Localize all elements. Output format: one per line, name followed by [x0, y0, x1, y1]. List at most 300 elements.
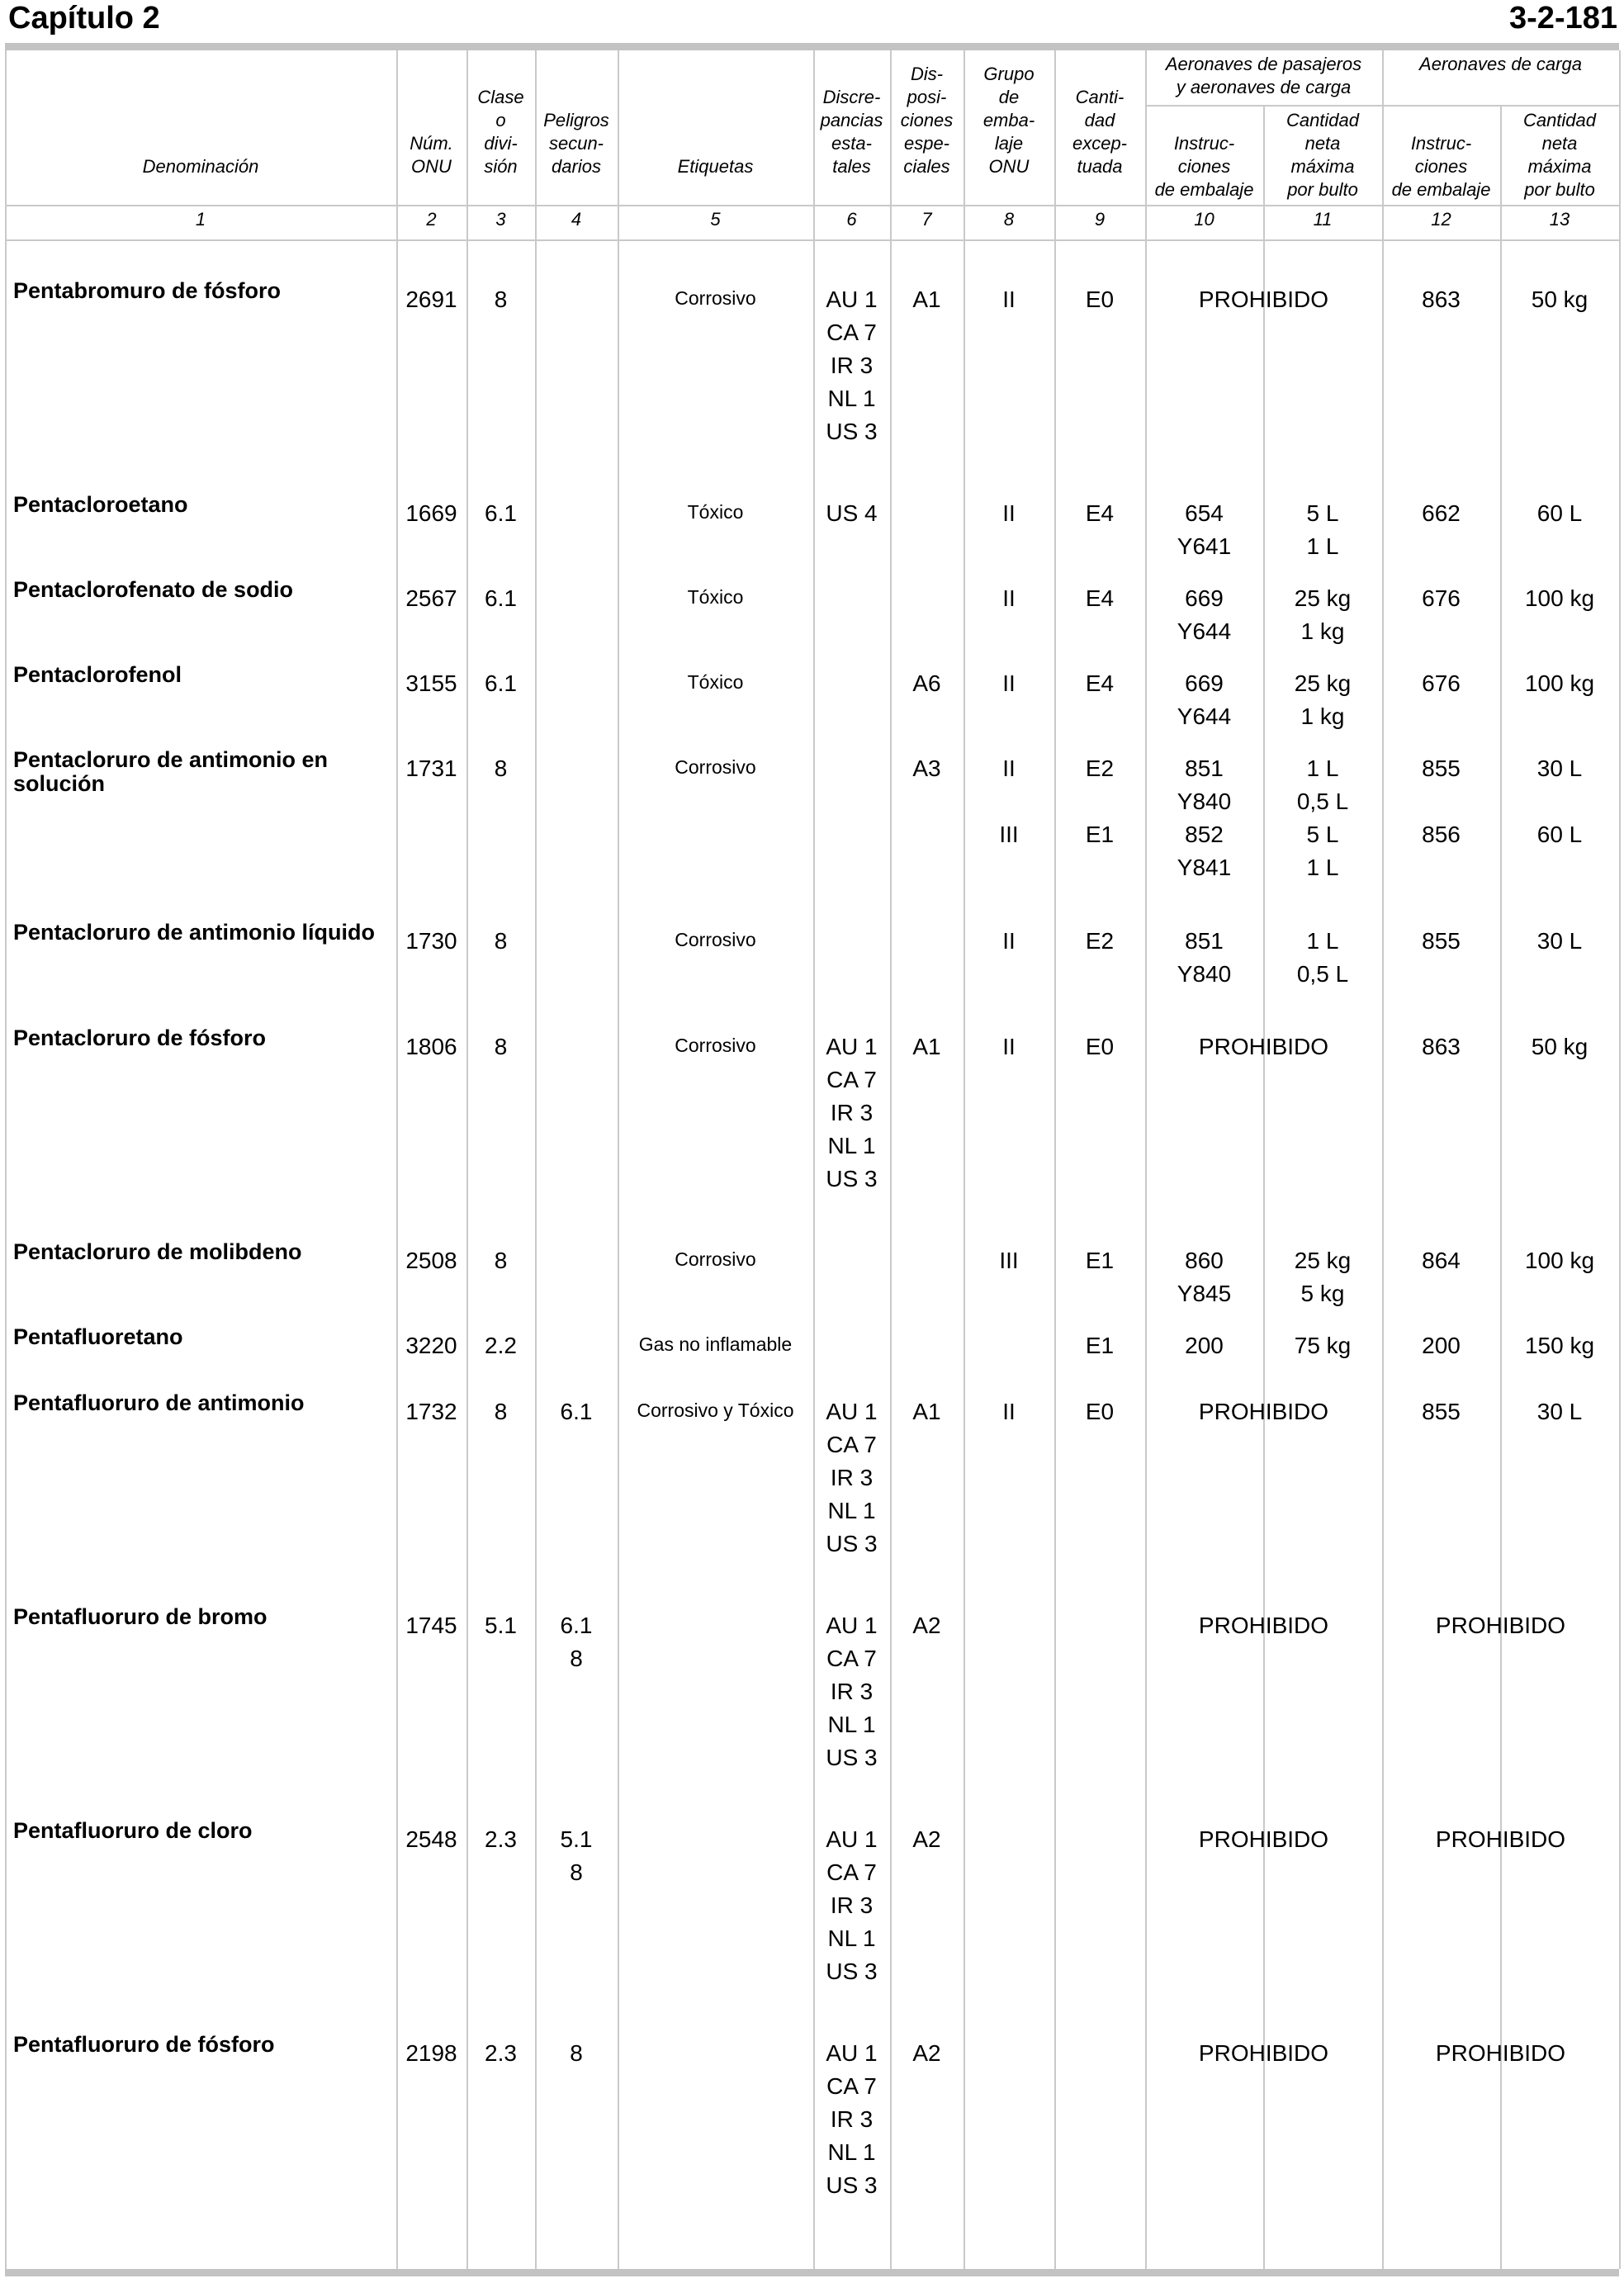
column-number: 8 — [1003, 209, 1015, 230]
packing-group-line: II — [1002, 670, 1016, 696]
header-cantidad-carga-line: máxima — [1527, 156, 1592, 177]
substance-name: Pentaclorofenato de sodio — [13, 577, 294, 602]
passenger-prohibited — [1145, 1395, 1382, 1428]
state-variations-line: IR 3 — [830, 1465, 874, 1490]
header-instrucciones-carga-line: ciones — [1414, 156, 1468, 177]
cargo-packing-instruction-line: 864 — [1422, 1248, 1461, 1273]
passenger-packing-instruction — [1145, 497, 1263, 563]
header-discrepancias-line: pancias — [820, 110, 883, 130]
hazard-label — [618, 1029, 813, 1062]
passenger-max-net-quantity-line: 0,5 L — [1296, 961, 1349, 987]
state-variations-line: CA 7 — [826, 1432, 877, 1457]
passenger-packing-instruction-line: 200 — [1185, 1333, 1224, 1358]
passenger-packing-instruction — [1145, 1244, 1263, 1310]
un-number-line: 2198 — [405, 2040, 457, 2066]
header-cantidad-pax-line: por bulto — [1287, 179, 1358, 200]
packing-group — [964, 582, 1054, 615]
column-divider — [1145, 50, 1147, 2269]
excepted-quantity-line: E1 — [1085, 1333, 1115, 1358]
passenger-packing-instruction-line: 851 — [1185, 755, 1224, 781]
header-instrucciones-pax — [1145, 132, 1263, 201]
secondary-hazard-line: 8 — [570, 1859, 583, 1885]
header-cantidad-exceptuada — [1054, 86, 1145, 178]
state-variations-line: US 4 — [826, 500, 878, 526]
state-variations-line: IR 3 — [830, 353, 874, 378]
cargo-packing-instruction-line: 855 — [1422, 928, 1461, 954]
excepted-quantity — [1054, 752, 1145, 851]
hazard-label-line: Gas no inflamable — [638, 1333, 793, 1355]
un-number — [396, 1823, 466, 1856]
state-variations-line: AU 1 — [826, 1613, 878, 1638]
passenger-max-net-quantity-line: 5 kg — [1300, 1281, 1345, 1306]
column-divider — [466, 50, 468, 2269]
header-peligros-secundarios-line: secun- — [548, 133, 604, 154]
cargo-packing-instruction — [1382, 1329, 1500, 1362]
column-divider — [964, 50, 965, 2269]
header-disposiciones-line: ciales — [903, 156, 950, 177]
cargo-packing-instruction — [1382, 925, 1500, 958]
cargo-packing-instruction-line: 855 — [1422, 755, 1461, 781]
hazard-label-line: Corrosivo — [675, 756, 756, 778]
packing-group — [964, 1395, 1054, 1428]
header-cantidad-exceptuada-line: Canti- — [1075, 87, 1124, 107]
passenger-packing-instruction-line: Y641 — [1177, 533, 1232, 559]
passenger-max-net-quantity — [1263, 752, 1382, 884]
packing-group — [964, 925, 1054, 958]
header-peligros-secundarios-line: darios — [552, 156, 601, 177]
un-number-line: 3155 — [405, 670, 457, 696]
header-etiquetas — [618, 155, 813, 178]
passenger-packing-instruction-line: Y840 — [1177, 961, 1232, 987]
hazard-label-line: Corrosivo — [675, 1035, 756, 1056]
header-disposiciones-line: ciones — [900, 110, 954, 130]
substance-name: Pentacloruro de antimonio líquido — [13, 920, 376, 945]
header-peligros-secundarios-line: Peligros — [543, 110, 609, 130]
hazard-label-line: Tóxico — [687, 501, 744, 523]
un-number — [396, 925, 466, 958]
cargo-max-net-quantity — [1500, 283, 1619, 316]
top-rule — [5, 43, 1619, 50]
packing-group-line — [964, 785, 1054, 818]
state-variations-line: CA 7 — [826, 1067, 877, 1092]
state-variations-line: AU 1 — [826, 1826, 878, 1852]
header-cantidad-carga — [1500, 109, 1619, 201]
un-number-line: 1806 — [405, 1034, 457, 1059]
cargo-max-net-quantity-line — [1500, 785, 1619, 818]
state-variations-line: US 3 — [826, 1166, 878, 1191]
state-variations-line: AU 1 — [826, 287, 878, 312]
column-divider — [535, 50, 537, 2269]
excepted-quantity — [1054, 1395, 1145, 1428]
secondary-hazard — [535, 2037, 618, 2070]
column-divider — [1500, 105, 1502, 2269]
header-peligros-secundarios — [535, 109, 618, 178]
passenger-packing-instruction-line: 852 — [1185, 822, 1224, 847]
header-cantidad-pax-line: máxima — [1290, 156, 1355, 177]
cargo-packing-instruction-line: 676 — [1422, 585, 1461, 611]
state-variations — [813, 1030, 890, 1196]
special-provisions-line: A2 — [912, 1826, 941, 1852]
un-number — [396, 582, 466, 615]
column-number: 9 — [1094, 209, 1106, 230]
cargo-max-net-quantity-line: 60 L — [1536, 500, 1583, 526]
passenger-packing-instruction — [1145, 752, 1263, 884]
cargo-packing-instruction — [1382, 752, 1500, 851]
hazard-label — [618, 923, 813, 956]
excepted-quantity — [1054, 667, 1145, 700]
un-number — [396, 752, 466, 785]
cargo-prohibited — [1382, 2037, 1619, 2070]
header-divider — [5, 205, 1619, 206]
cargo-prohibited — [1382, 1823, 1619, 1856]
header-cantidad-pax-line: neta — [1304, 133, 1341, 154]
column-divider — [1054, 50, 1056, 2269]
un-number — [396, 497, 466, 530]
passenger-packing-instruction — [1145, 1329, 1263, 1362]
column-number: 4 — [571, 209, 582, 230]
cargo-max-net-quantity-line: 30 L — [1536, 1399, 1583, 1424]
state-variations-line: IR 3 — [830, 1892, 874, 1918]
header-clase-line: divi- — [484, 133, 518, 154]
passenger-prohibited-line: PROHIBIDO — [1198, 1613, 1329, 1638]
hazard-label-line: Corrosivo y Tóxico — [637, 1400, 794, 1421]
state-variations — [813, 1609, 890, 1774]
secondary-hazard — [535, 1395, 618, 1428]
substance-name: Pentacloruro de fósforo — [13, 1025, 267, 1050]
packing-group-line: II — [1002, 500, 1016, 526]
cargo-max-net-quantity-line: 100 kg — [1524, 585, 1595, 611]
passenger-max-net-quantity — [1263, 667, 1382, 733]
un-number — [396, 283, 466, 316]
cargo-max-net-quantity-line: 60 L — [1536, 822, 1583, 847]
cargo-max-net-quantity — [1500, 1030, 1619, 1063]
passenger-packing-instruction-line: 669 — [1185, 585, 1224, 611]
column-number: 11 — [1313, 209, 1333, 230]
state-variations-line: US 3 — [826, 1531, 878, 1556]
header-instrucciones-pax-line: ciones — [1177, 156, 1231, 177]
state-variations-line: NL 1 — [827, 1712, 876, 1737]
class-division — [466, 1609, 535, 1642]
passenger-prohibited-line: PROHIBIDO — [1198, 1034, 1329, 1059]
header-instrucciones-carga-line: Instruc- — [1410, 133, 1472, 154]
header-discrepancias-line: Discre- — [822, 87, 881, 107]
excepted-quantity-line: E2 — [1085, 928, 1115, 954]
passenger-packing-instruction-line: Y644 — [1177, 618, 1232, 644]
hazard-label — [618, 1243, 813, 1276]
header-aeronaves-carga-line: Aeronaves de carga — [1419, 54, 1582, 74]
header-clase-line: o — [495, 110, 506, 130]
passenger-prohibited — [1145, 2037, 1382, 2070]
passenger-prohibited — [1145, 1823, 1382, 1856]
column-number: 1 — [195, 209, 206, 230]
passenger-max-net-quantity — [1263, 582, 1382, 648]
passenger-packing-instruction — [1145, 582, 1263, 648]
special-provisions-line: A2 — [912, 2040, 941, 2066]
class-division — [466, 1030, 535, 1063]
excepted-quantity-line: E0 — [1085, 287, 1115, 312]
cargo-packing-instruction-line: 200 — [1422, 1333, 1461, 1358]
passenger-packing-instruction-line: Y840 — [1177, 789, 1232, 814]
header-num-onu — [396, 132, 466, 178]
secondary-hazard — [535, 1609, 618, 1675]
un-number-line: 1732 — [405, 1399, 457, 1424]
header-grupo-embalaje-line: emba- — [982, 110, 1035, 130]
state-variations-line: NL 1 — [827, 386, 876, 411]
header-disposiciones-line: posi- — [907, 87, 947, 107]
column-number: 7 — [921, 209, 932, 230]
cargo-max-net-quantity — [1500, 1395, 1619, 1428]
header-cantidad-exceptuada-line: excep- — [1072, 133, 1128, 154]
column-divider — [1263, 105, 1265, 2269]
cargo-packing-instruction — [1382, 1395, 1500, 1428]
excepted-quantity — [1054, 1244, 1145, 1277]
passenger-max-net-quantity-line: 1 kg — [1300, 703, 1345, 729]
cargo-packing-instruction-line: 863 — [1422, 1034, 1461, 1059]
cargo-packing-instruction-line: 855 — [1422, 1399, 1461, 1424]
substance-name: Pentafluoretano — [13, 1324, 183, 1349]
secondary-hazard — [535, 1823, 618, 1889]
un-number-line: 1730 — [405, 928, 457, 954]
header-clase-line: Clase — [477, 87, 524, 107]
state-variations — [813, 1823, 890, 1988]
hazard-label-line: Tóxico — [687, 671, 744, 693]
cargo-packing-instruction-line: 856 — [1422, 822, 1461, 847]
passenger-max-net-quantity-line: 25 kg — [1294, 585, 1352, 611]
excepted-quantity — [1054, 925, 1145, 958]
hazard-label — [618, 751, 813, 784]
un-number-line: 1731 — [405, 755, 457, 781]
passenger-prohibited — [1145, 1609, 1382, 1642]
passenger-max-net-quantity-line: 25 kg — [1294, 1248, 1352, 1273]
state-variations — [813, 497, 890, 530]
header-cantidad-pax — [1263, 109, 1382, 201]
header-clase-line: sión — [484, 156, 518, 177]
header-disposiciones-line: Dis- — [910, 64, 944, 84]
cargo-prohibited — [1382, 1609, 1619, 1642]
class-division-line: 6.1 — [485, 670, 517, 696]
passenger-packing-instruction-line: 669 — [1185, 670, 1224, 696]
cargo-prohibited-line: PROHIBIDO — [1435, 1613, 1566, 1638]
special-provisions — [890, 1609, 964, 1642]
hazard-label-line: Tóxico — [687, 586, 744, 608]
passenger-prohibited-line: PROHIBIDO — [1198, 287, 1329, 312]
passenger-max-net-quantity-line: 0,5 L — [1296, 789, 1349, 814]
state-variations-line: CA 7 — [826, 320, 877, 345]
header-aeronaves-pasajeros-line: y aeronaves de carga — [1176, 77, 1352, 97]
class-division-line: 2.2 — [485, 1333, 517, 1358]
secondary-hazard-line: 8 — [570, 1646, 583, 1671]
state-variations-line: IR 3 — [830, 1100, 874, 1125]
cargo-packing-instruction-line: 662 — [1422, 500, 1461, 526]
column-divider — [618, 50, 619, 2269]
number-divider — [5, 239, 1619, 241]
passenger-prohibited — [1145, 1030, 1382, 1063]
class-division-line: 6.1 — [485, 500, 517, 526]
special-provisions — [890, 667, 964, 700]
class-division — [466, 1329, 535, 1362]
passenger-prohibited — [1145, 283, 1382, 316]
header-instrucciones-carga — [1382, 132, 1500, 201]
hazard-label — [618, 580, 813, 613]
excepted-quantity-line: E1 — [1085, 822, 1115, 847]
special-provisions-line: A1 — [912, 1034, 941, 1059]
passenger-max-net-quantity — [1263, 925, 1382, 991]
passenger-max-net-quantity-line: 25 kg — [1294, 670, 1352, 696]
excepted-quantity — [1054, 1030, 1145, 1063]
excepted-quantity — [1054, 582, 1145, 615]
cargo-max-net-quantity-line: 50 kg — [1531, 1034, 1588, 1059]
excepted-quantity-line: E1 — [1085, 1248, 1115, 1273]
column-number: 12 — [1431, 209, 1451, 230]
header-denominacion — [5, 155, 396, 178]
class-division-line: 8 — [494, 928, 508, 954]
packing-group-line: II — [1002, 585, 1016, 611]
state-variations-line: NL 1 — [827, 1925, 876, 1951]
cargo-max-net-quantity-line: 150 kg — [1524, 1333, 1595, 1358]
header-disposiciones — [890, 63, 964, 178]
cargo-packing-instruction-line: 676 — [1422, 670, 1461, 696]
class-division — [466, 1395, 535, 1428]
un-number-line: 1669 — [405, 500, 457, 526]
class-division-line: 8 — [494, 1248, 508, 1273]
passenger-packing-instruction — [1145, 925, 1263, 991]
state-variations-line: NL 1 — [827, 2139, 876, 2165]
packing-group-line: III — [999, 1248, 1019, 1273]
un-number — [396, 1030, 466, 1063]
packing-group-line: II — [1002, 1399, 1016, 1424]
passenger-prohibited-line: PROHIBIDO — [1198, 2040, 1329, 2066]
state-variations — [813, 1395, 890, 1561]
header-grupo-embalaje — [964, 63, 1054, 178]
chapter-title: Capítulo 2 — [8, 1, 160, 36]
state-variations-line: US 3 — [826, 1745, 878, 1770]
un-number — [396, 1329, 466, 1362]
header-aeronaves-pasajeros — [1145, 53, 1382, 99]
state-variations-line: IR 3 — [830, 2106, 874, 2132]
state-variations-line: US 3 — [826, 419, 878, 444]
class-division — [466, 1823, 535, 1856]
state-variations-line: US 3 — [826, 1959, 878, 1984]
un-number-line: 1745 — [405, 1613, 457, 1638]
passenger-max-net-quantity-line: 75 kg — [1294, 1333, 1352, 1358]
state-variations-line: CA 7 — [826, 1646, 877, 1671]
column-number: 2 — [426, 209, 437, 230]
class-division-line: 8 — [494, 1034, 508, 1059]
class-division-line: 2.3 — [485, 2040, 517, 2066]
special-provisions — [890, 1823, 964, 1856]
packing-group-line: III — [999, 822, 1019, 847]
header-instrucciones-pax-line: Instruc- — [1173, 133, 1235, 154]
state-variations-line: AU 1 — [826, 1034, 878, 1059]
cargo-prohibited-line: PROHIBIDO — [1435, 2040, 1566, 2066]
passenger-packing-instruction-line: 851 — [1185, 928, 1224, 954]
packing-group — [964, 497, 1054, 530]
passenger-max-net-quantity — [1263, 497, 1382, 563]
class-division — [466, 283, 535, 316]
cargo-max-net-quantity-line: 100 kg — [1524, 670, 1595, 696]
un-number — [396, 2037, 466, 2070]
special-provisions-line: A1 — [912, 1399, 941, 1424]
hazard-label-line: Corrosivo — [675, 1248, 756, 1270]
group-divider — [1145, 105, 1619, 107]
substance-name: Pentacloruro de molibdeno — [13, 1239, 302, 1264]
excepted-quantity-line: E4 — [1085, 500, 1115, 526]
header-denominacion-line: Denominación — [142, 156, 259, 177]
cargo-packing-instruction — [1382, 582, 1500, 615]
header-disposiciones-line: espe- — [903, 133, 950, 154]
class-division — [466, 497, 535, 530]
state-variations-line: NL 1 — [827, 1133, 876, 1158]
excepted-quantity-line: E4 — [1085, 670, 1115, 696]
packing-group — [964, 1244, 1054, 1277]
state-variations-line: AU 1 — [826, 2040, 878, 2066]
un-number-line: 2567 — [405, 585, 457, 611]
cargo-max-net-quantity-line: 100 kg — [1524, 1248, 1595, 1273]
un-number — [396, 1395, 466, 1428]
header-aeronaves-pasajeros-line: Aeronaves de pasajeros — [1165, 54, 1362, 74]
header-cantidad-carga-line: neta — [1541, 133, 1578, 154]
passenger-prohibited-line: PROHIBIDO — [1198, 1826, 1329, 1852]
state-variations-line: NL 1 — [827, 1498, 876, 1523]
passenger-max-net-quantity-line: 1 kg — [1300, 618, 1345, 644]
packing-group — [964, 1030, 1054, 1063]
header-grupo-embalaje-line: laje — [994, 133, 1024, 154]
packing-group — [964, 752, 1054, 851]
special-provisions-line: A3 — [912, 755, 941, 781]
un-number-line: 2508 — [405, 1248, 457, 1273]
cargo-max-net-quantity — [1500, 497, 1619, 530]
cargo-max-net-quantity — [1500, 752, 1619, 851]
cargo-packing-instruction — [1382, 497, 1500, 530]
column-number: 5 — [710, 209, 721, 230]
special-provisions — [890, 1395, 964, 1428]
passenger-max-net-quantity-line: 1 L — [1306, 755, 1339, 781]
state-variations — [813, 2037, 890, 2202]
excepted-quantity-line: E4 — [1085, 585, 1115, 611]
class-division — [466, 667, 535, 700]
class-division-line: 2.3 — [485, 1826, 517, 1852]
substance-name: Pentabromuro de fósforo — [13, 278, 282, 303]
page-number: 3-2-181 — [1509, 1, 1617, 36]
column-number: 6 — [846, 209, 857, 230]
cargo-max-net-quantity — [1500, 1244, 1619, 1277]
substance-name: Pentafluoruro de fósforo — [13, 2032, 275, 2057]
header-discrepancias — [813, 86, 890, 178]
column-number: 10 — [1194, 209, 1214, 230]
hazard-label — [618, 665, 813, 699]
class-division-line: 8 — [494, 755, 508, 781]
un-number — [396, 1609, 466, 1642]
cargo-packing-instruction-line — [1382, 785, 1500, 818]
column-divider — [1382, 50, 1384, 2269]
packing-group-line: II — [1002, 1034, 1016, 1059]
cargo-max-net-quantity-line: 30 L — [1536, 755, 1583, 781]
bottom-rule — [5, 2269, 1619, 2276]
state-variations-line: CA 7 — [826, 1859, 877, 1885]
column-number: 3 — [495, 209, 506, 230]
substance-name: Pentacloroetano — [13, 492, 188, 517]
special-provisions — [890, 2037, 964, 2070]
excepted-quantity-line: E0 — [1085, 1034, 1115, 1059]
passenger-prohibited-line: PROHIBIDO — [1198, 1399, 1329, 1424]
hazard-label — [618, 1328, 813, 1361]
class-division — [466, 582, 535, 615]
header-etiquetas-line: Etiquetas — [677, 156, 754, 177]
secondary-hazard-line: 8 — [570, 2040, 583, 2066]
state-variations-line: IR 3 — [830, 1679, 874, 1704]
passenger-packing-instruction-line: Y644 — [1177, 703, 1232, 729]
header-cantidad-exceptuada-line: dad — [1084, 110, 1115, 130]
